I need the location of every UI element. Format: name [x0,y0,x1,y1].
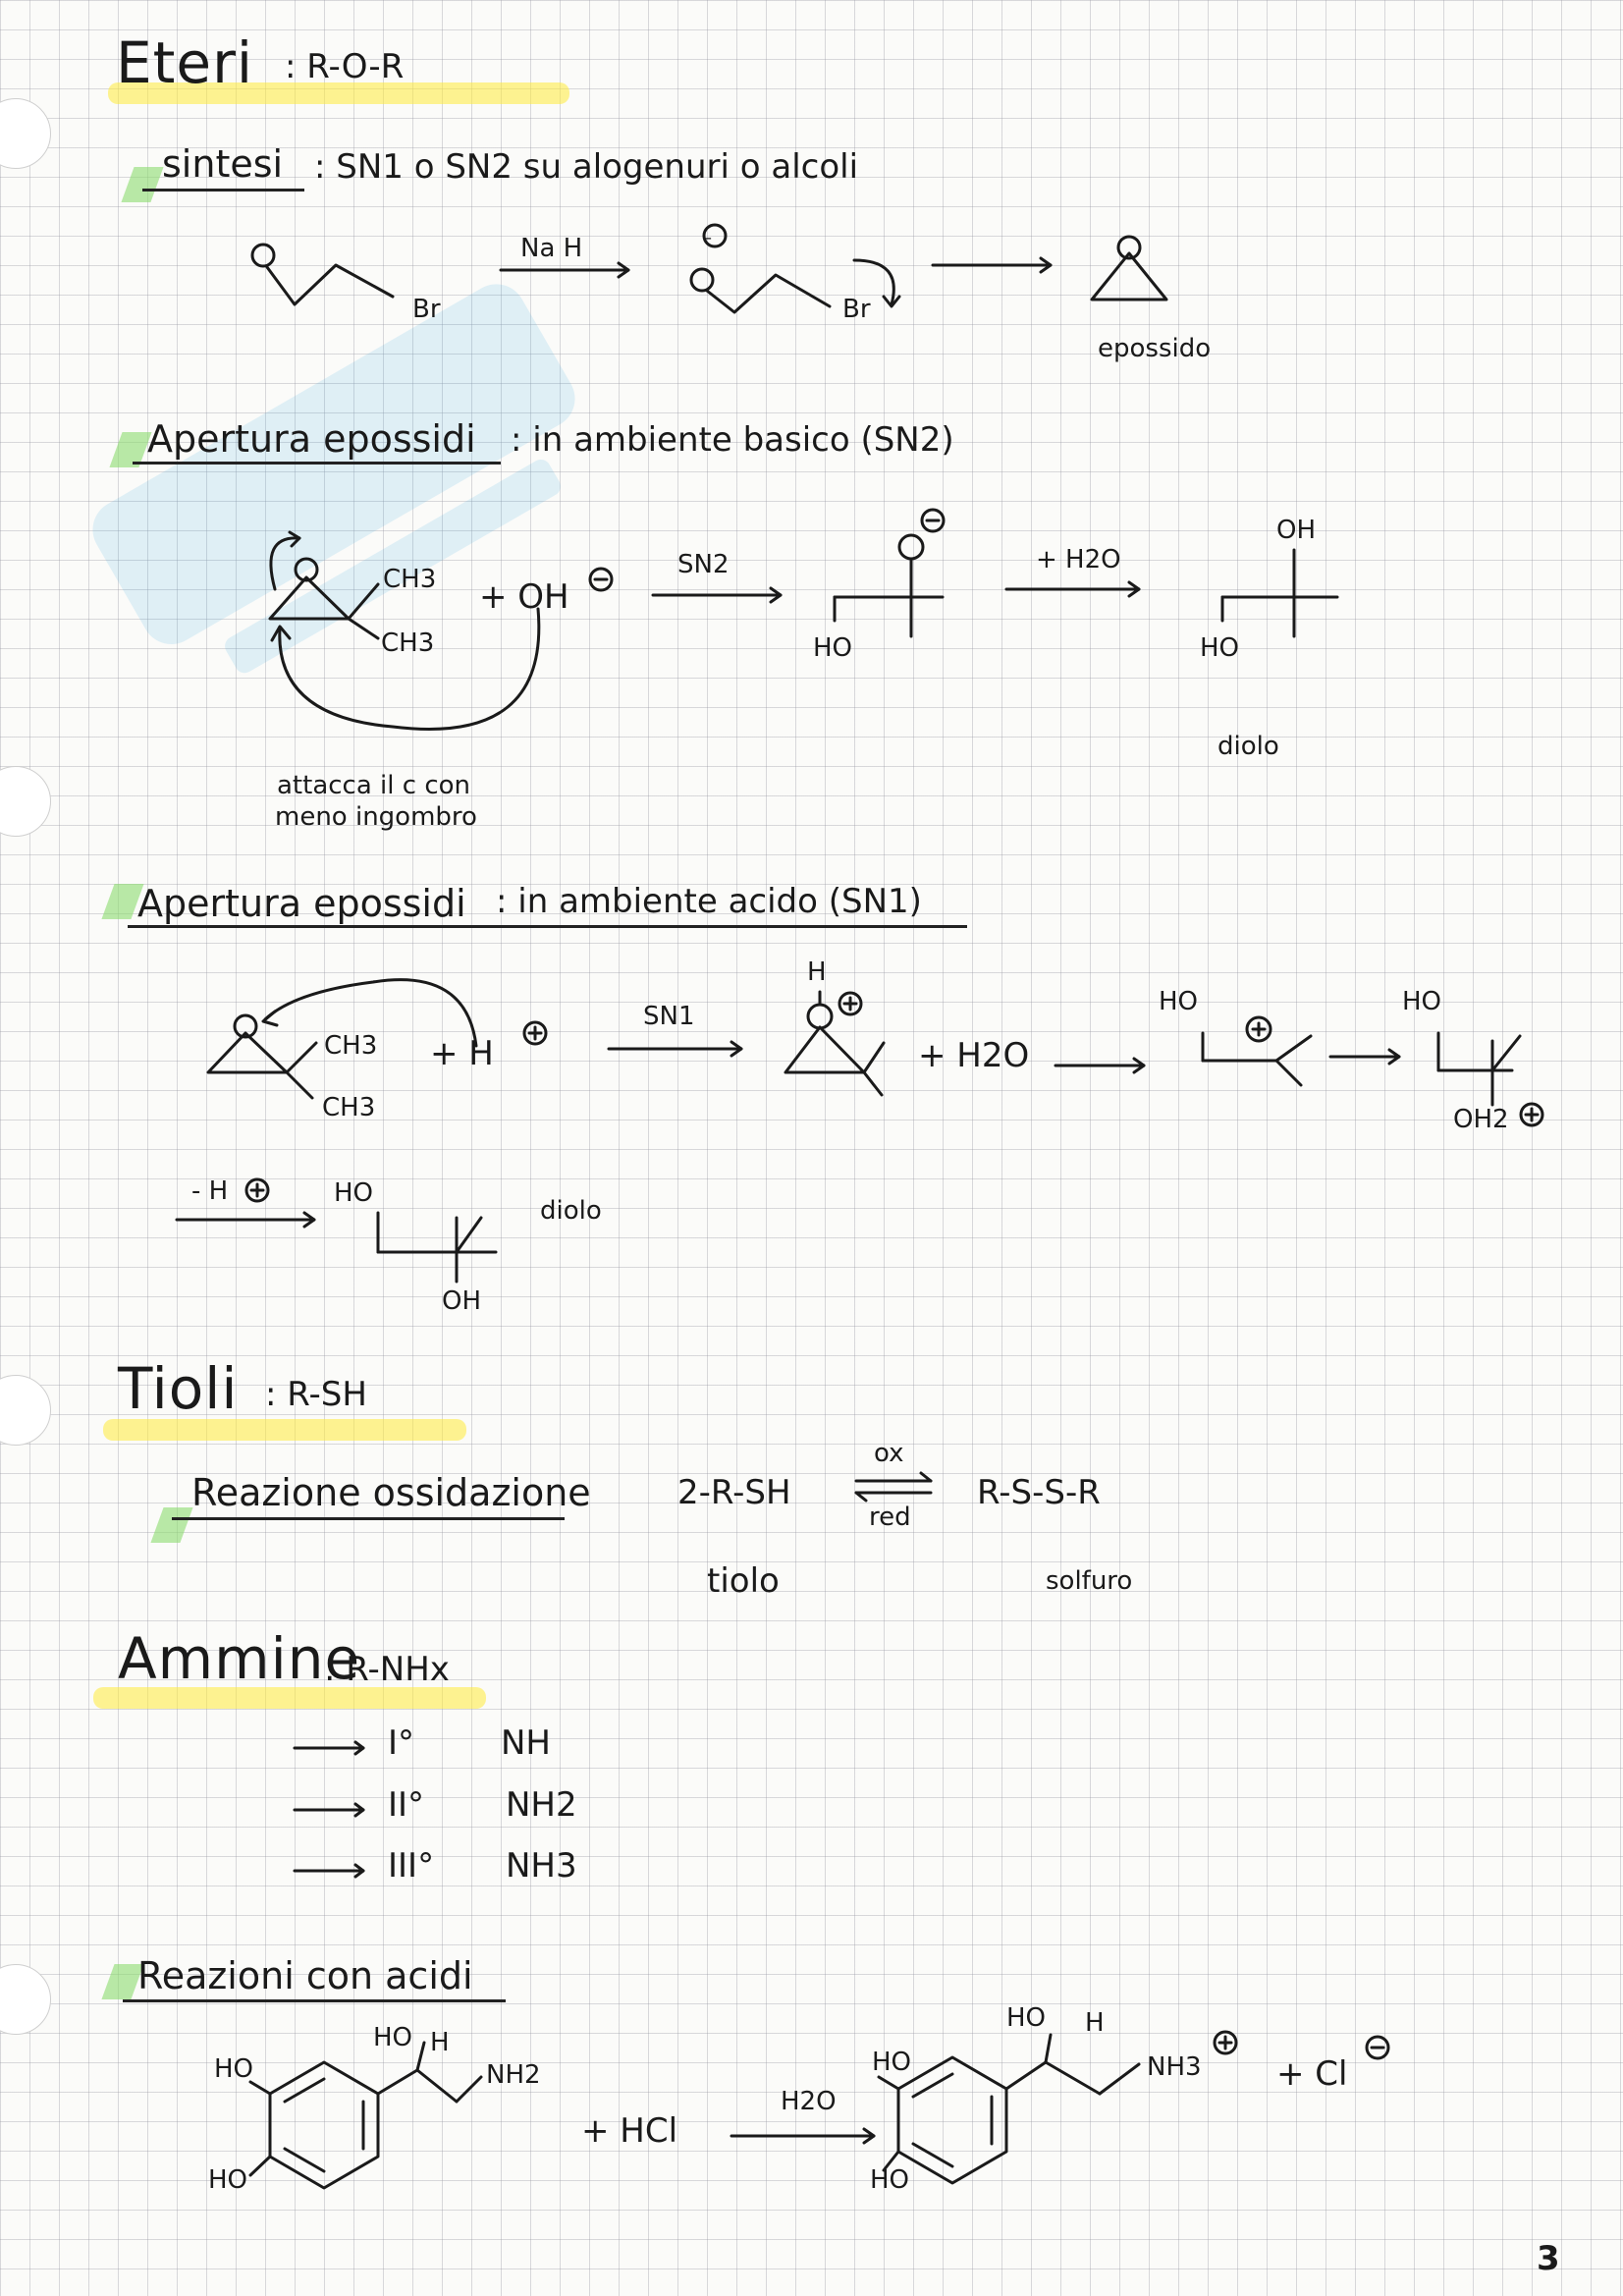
eteri-title: Eteri [116,29,254,96]
acido-ch3-bottom: CH3 [322,1093,376,1122]
acido-h: H [807,957,827,987]
ossidazione-reactant: 2-R-SH [677,1473,791,1512]
basico-arrow1: SN2 [677,550,730,579]
reazioni-ho-side-left: HO [373,2023,413,2052]
basico-note-1: attacca il c con [277,771,470,800]
ossidazione-product: R-S-S-R [977,1473,1101,1512]
acido-ho3: HO [334,1178,374,1208]
sintesi-br2: Br [842,295,871,324]
ammine-class-3-order: III° [388,1846,435,1886]
reazioni-h-right: H [1085,2008,1105,2038]
acido-proton: + H [430,1034,494,1073]
ammine-formula: : R-NHx [324,1650,450,1689]
tioli-formula: : R-SH [265,1375,367,1414]
ammine-class-3-group: NH3 [506,1846,577,1886]
sintesi-br1: Br [412,295,441,324]
reazioni-ho-top-left: HO [214,2054,254,2084]
ammine-class-1-order: I° [388,1723,415,1763]
acido-arrow1: SN1 [643,1002,695,1031]
reazioni-acid: + HCl [581,2111,678,2151]
basico-ho2: HO [1200,633,1240,663]
acido-ch3-top: CH3 [324,1031,378,1061]
basico-note-2: meno ingombro [275,802,477,832]
acido-product: diolo [540,1196,602,1226]
page-number: 3 [1537,2239,1560,2278]
basico-ch3-bottom: CH3 [381,629,435,658]
acido-oh: OH [442,1286,482,1316]
basico-oh: OH [1276,516,1317,545]
acido-label: Apertura epossidi [137,882,466,925]
reazioni-ho-side-right: HO [1006,2003,1047,2033]
sintesi-label: sintesi [162,142,284,186]
acido-text: : in ambiente acido (SN1) [496,882,922,921]
basico-product: diolo [1217,732,1279,761]
sintesi-reagent: Na H [520,234,583,263]
sintesi-product: epossido [1098,334,1212,363]
acido-oh2: OH2 [1453,1105,1509,1134]
reazioni-ho-top-right: HO [872,2048,912,2077]
basico-text: : in ambiente basico (SN2) [511,420,954,460]
reazioni-arrow: H2O [781,2087,837,2116]
ammine-title: Ammine [118,1625,361,1692]
basico-arrow2: + H2O [1036,545,1121,574]
reazioni-acidi-label: Reazioni con acidi [137,1954,473,1997]
tioli-title: Tioli [118,1355,239,1422]
sintesi-text: : SN1 o SN2 su alogenuri o alcoli [314,147,859,187]
ossidazione-ox: ox [874,1439,904,1468]
ossidazione-product-name: solfuro [1046,1566,1133,1596]
ossidazione-reactant-name: tiolo [707,1561,780,1601]
basico-label: Apertura epossidi [147,417,476,461]
basico-ch3-top: CH3 [383,565,437,594]
reazioni-nh3: NH3 [1147,2052,1202,2082]
eteri-formula: : R-O-R [285,47,405,86]
reazioni-h-left: H [430,2028,450,2057]
reazioni-ho-bottom-right: HO [870,2165,910,2195]
reazioni-nh2: NH2 [486,2060,541,2090]
svg-text:–: – [703,228,712,248]
ammine-class-2-order: II° [388,1785,425,1825]
ammine-class-1-group: NH [501,1723,551,1763]
ammine-class-2-group: NH2 [506,1785,577,1825]
ossidazione-red: red [869,1503,911,1532]
ossidazione-label: Reazione ossidazione [191,1471,591,1514]
basico-ho1: HO [813,633,853,663]
basico-nucleophile: + OH [479,577,569,617]
acido-ho1: HO [1159,987,1199,1016]
acido-minus-h: - H [191,1176,229,1206]
acido-water: + H2O [918,1036,1030,1075]
reazioni-ho-bottom-left: HO [208,2165,248,2195]
acido-ho2: HO [1402,987,1442,1016]
reazioni-cl: + Cl [1276,2054,1348,2094]
